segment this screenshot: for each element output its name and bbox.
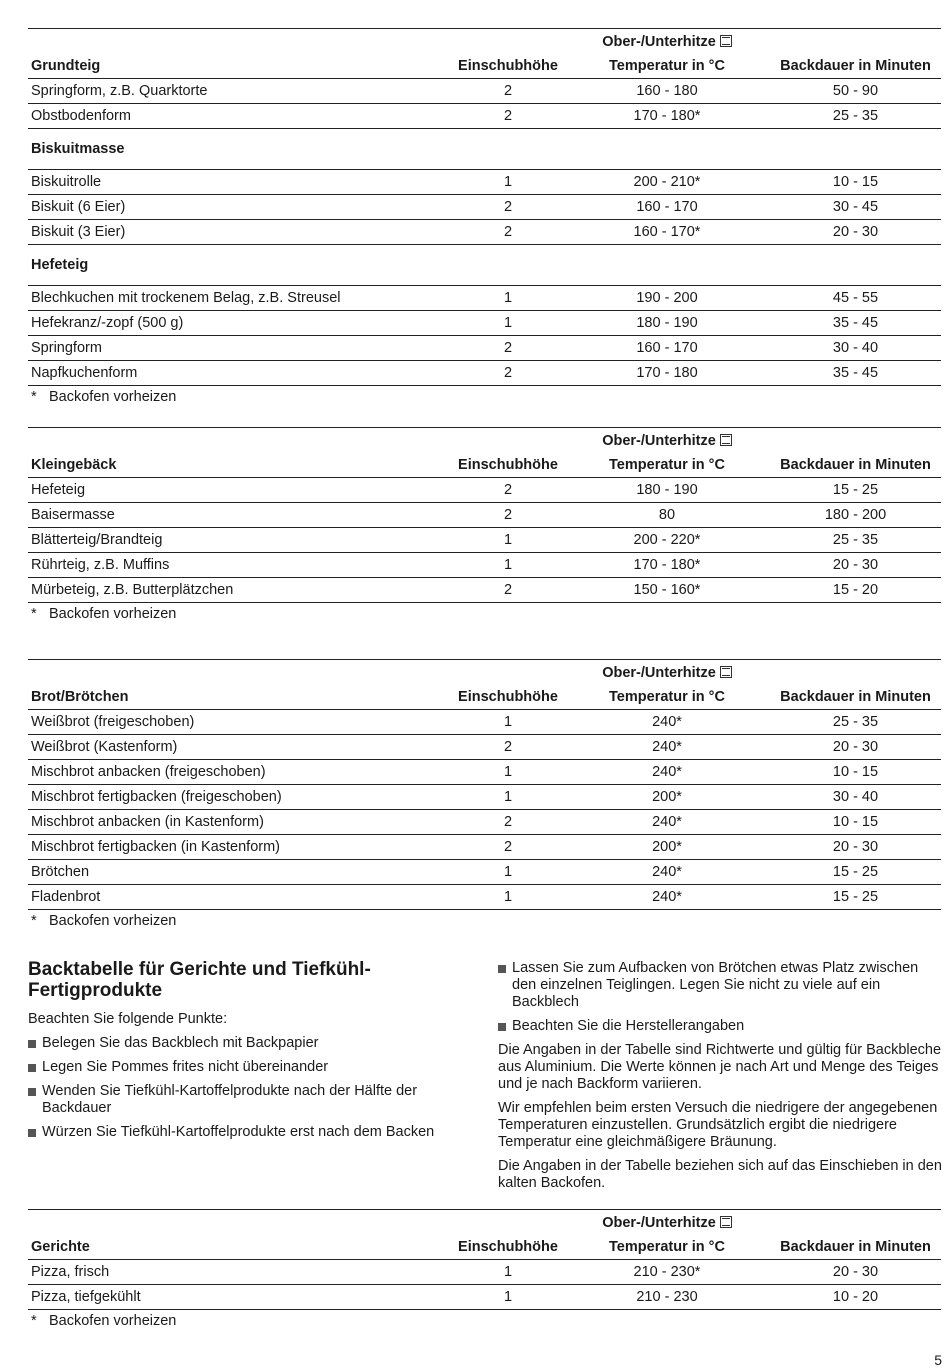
cell-item: Obstbodenform	[28, 104, 452, 129]
table-head-category: Kleingebäck	[28, 453, 452, 478]
cell-height: 2	[452, 195, 564, 220]
col-head-temp: Temperatur in °C	[564, 54, 770, 79]
footnote: * Backofen vorheizen	[31, 606, 177, 622]
table-row	[28, 478, 941, 503]
cell-temp: 240*	[564, 885, 770, 910]
cell-item: Napfkuchenform	[28, 361, 452, 386]
bullet-item	[28, 1124, 478, 1141]
bullet-item	[28, 1059, 478, 1076]
top-bottom-heat-icon	[720, 666, 732, 678]
cell-temp: 180 - 190	[564, 311, 770, 336]
cell-item: Blätterteig/Brandteig	[28, 528, 452, 553]
col-head-temp: Temperatur in °C	[564, 1235, 770, 1260]
footnote: * Backofen vorheizen	[31, 1313, 177, 1329]
cell-temp: 240*	[564, 735, 770, 760]
cell-item: Hefekranz/-zopf (500 g)	[28, 311, 452, 336]
cell-time: 10 - 15	[770, 170, 941, 195]
table-kleingebaeck	[28, 427, 941, 625]
table-row	[28, 336, 941, 361]
bullet-square-icon	[28, 1088, 36, 1096]
cell-item: Mürbeteig, z.B. Butterplätzchen	[28, 578, 452, 603]
cell-height: 1	[452, 760, 564, 785]
cell-time: 45 - 55	[770, 286, 941, 311]
cell-height: 2	[452, 361, 564, 386]
cell-item: Biskuitrolle	[28, 170, 452, 195]
table-row	[28, 220, 941, 245]
cell-time: 15 - 25	[770, 860, 941, 885]
top-bottom-heat-icon	[720, 35, 732, 47]
cell-time: 20 - 30	[770, 220, 941, 245]
cell-temp: 170 - 180*	[564, 553, 770, 578]
bullet-item	[498, 1018, 943, 1035]
cell-item: Baisermasse	[28, 503, 452, 528]
cell-time: 10 - 15	[770, 760, 941, 785]
section-left-column	[28, 1011, 478, 1148]
bullet-item	[498, 960, 943, 1011]
cell-time: 50 - 90	[770, 79, 941, 104]
cell-item: Weißbrot (Kastenform)	[28, 735, 452, 760]
col-head-temp: Temperatur in °C	[564, 453, 770, 478]
info-paragraph: Wir empfehlen beim ersten Versuch die niedrigere der angegebenen Temperaturen einzustellen. Grundsätzlich ergibt die niedrigere Temperatur eine gleichmäßigere Bräunung.	[498, 1100, 938, 1150]
cell-height: 1	[452, 170, 564, 195]
cell-height: 2	[452, 835, 564, 860]
cell-temp: 160 - 170*	[564, 220, 770, 245]
info-paragraph: Die Angaben in der Tabelle beziehen sich auf das Einschieben in den kalten Backofen.	[498, 1158, 942, 1191]
col-head-time: Backdauer in Minuten	[770, 54, 941, 79]
bullet-text: Lassen Sie zum Aufbacken von Brötchen etwas Platz zwischen den einzelnen Teiglingen. Legen Sie nicht zu viele auf ein Backblech	[512, 960, 919, 1010]
col-head-time: Backdauer in Minuten	[770, 453, 941, 478]
table-row	[28, 710, 941, 735]
cell-temp: 240*	[564, 710, 770, 735]
cell-time: 30 - 45	[770, 195, 941, 220]
oven-mode-label: Ober-/Unterhitze	[602, 1214, 716, 1231]
oven-mode-label: Ober-/Unterhitze	[602, 664, 716, 681]
cell-temp: 170 - 180*	[564, 104, 770, 129]
bullet-square-icon	[498, 965, 506, 973]
cell-time: 25 - 35	[770, 710, 941, 735]
table-brot	[28, 659, 941, 932]
bullet-text: Wenden Sie Tiefkühl-Kartoffelprodukte nach der Hälfte der Backdauer	[42, 1083, 418, 1116]
cell-time: 30 - 40	[770, 785, 941, 810]
cell-height: 2	[452, 503, 564, 528]
table-row	[28, 553, 941, 578]
bullet-list-left	[28, 1035, 478, 1141]
cell-height: 2	[452, 104, 564, 129]
table-row	[28, 79, 941, 104]
page-number: 5	[934, 1352, 942, 1368]
table-row	[28, 195, 941, 220]
cell-item: Biskuit (3 Eier)	[28, 220, 452, 245]
top-bottom-heat-icon	[720, 434, 732, 446]
bullet-square-icon	[28, 1129, 36, 1137]
cell-height: 2	[452, 578, 564, 603]
cell-height: 2	[452, 336, 564, 361]
table-head-category: Brot/Brötchen	[28, 685, 452, 710]
table-row	[28, 1260, 941, 1285]
table-row	[28, 311, 941, 336]
table-head-category: Grundteig	[28, 54, 452, 79]
bullet-square-icon	[498, 1023, 506, 1031]
cell-time: 25 - 35	[770, 104, 941, 129]
cell-temp: 210 - 230*	[564, 1260, 770, 1285]
cell-item: Weißbrot (freigeschoben)	[28, 710, 452, 735]
top-bottom-heat-icon	[720, 1216, 732, 1228]
bullet-item	[28, 1035, 478, 1052]
table-row	[28, 1285, 941, 1310]
col-head-temp: Temperatur in °C	[564, 685, 770, 710]
cell-temp: 210 - 230	[564, 1285, 770, 1310]
section-title: Backtabelle für Gerichte und Tiefkühl-Fertigprodukte	[28, 959, 371, 1001]
table-row	[28, 835, 941, 860]
cell-item: Mischbrot fertigbacken (freigeschoben)	[28, 785, 452, 810]
section-header: Hefeteig	[28, 245, 941, 286]
cell-height: 1	[452, 1260, 564, 1285]
cell-height: 1	[452, 1285, 564, 1310]
bullet-item	[28, 1083, 478, 1117]
cell-height: 1	[452, 311, 564, 336]
cell-time: 20 - 30	[770, 835, 941, 860]
col-head-height: Einschubhöhe	[452, 453, 564, 478]
info-paragraph: Die Angaben in der Tabelle sind Richtwerte und gültig für Backbleche aus Aluminium. Die Werte können je nach Art und Menge des Teiges und je nach Backform variieren.	[498, 1042, 942, 1092]
bullet-square-icon	[28, 1064, 36, 1072]
cell-time: 20 - 30	[770, 1260, 941, 1285]
bullet-square-icon	[28, 1040, 36, 1048]
cell-temp: 160 - 180	[564, 79, 770, 104]
cell-item: Pizza, tiefgekühlt	[28, 1285, 452, 1310]
cell-height: 1	[452, 710, 564, 735]
table-row	[28, 503, 941, 528]
cell-item: Blechkuchen mit trockenem Belag, z.B. Streusel	[28, 286, 452, 311]
table-row	[28, 578, 941, 603]
table-row	[28, 760, 941, 785]
cell-item: Brötchen	[28, 860, 452, 885]
cell-item: Mischbrot fertigbacken (in Kastenform)	[28, 835, 452, 860]
cell-time: 35 - 45	[770, 361, 941, 386]
cell-temp: 240*	[564, 760, 770, 785]
cell-time: 15 - 25	[770, 478, 941, 503]
cell-temp: 150 - 160*	[564, 578, 770, 603]
cell-temp: 240*	[564, 860, 770, 885]
cell-item: Mischbrot anbacken (in Kastenform)	[28, 810, 452, 835]
cell-height: 1	[452, 528, 564, 553]
cell-height: 1	[452, 785, 564, 810]
section-right-column	[498, 960, 943, 1192]
col-head-height: Einschubhöhe	[452, 1235, 564, 1260]
cell-height: 1	[452, 553, 564, 578]
cell-height: 1	[452, 860, 564, 885]
cell-time: 180 - 200	[770, 503, 941, 528]
cell-time: 30 - 40	[770, 336, 941, 361]
cell-temp: 200*	[564, 835, 770, 860]
cell-height: 2	[452, 220, 564, 245]
cell-temp: 200*	[564, 785, 770, 810]
footnote: * Backofen vorheizen	[31, 913, 177, 929]
cell-height: 2	[452, 478, 564, 503]
cell-time: 20 - 30	[770, 735, 941, 760]
col-head-time: Backdauer in Minuten	[770, 1235, 941, 1260]
table-row	[28, 170, 941, 195]
cell-item: Fladenbrot	[28, 885, 452, 910]
table-row	[28, 885, 941, 910]
table-row	[28, 860, 941, 885]
cell-time: 10 - 20	[770, 1285, 941, 1310]
cell-item: Mischbrot anbacken (freigeschoben)	[28, 760, 452, 785]
cell-height: 2	[452, 735, 564, 760]
cell-time: 10 - 15	[770, 810, 941, 835]
footnote: * Backofen vorheizen	[31, 389, 177, 405]
cell-temp: 170 - 180	[564, 361, 770, 386]
table-row	[28, 528, 941, 553]
bullet-list-right	[498, 960, 943, 1035]
cell-time: 35 - 45	[770, 311, 941, 336]
col-head-time: Backdauer in Minuten	[770, 685, 941, 710]
section-header: Biskuitmasse	[28, 129, 941, 170]
cell-height: 2	[452, 810, 564, 835]
table-row	[28, 785, 941, 810]
table-grundteig	[28, 28, 941, 408]
table-gerichte	[28, 1209, 941, 1332]
bullet-text: Belegen Sie das Backblech mit Backpapier	[42, 1035, 319, 1051]
cell-item: Biskuit (6 Eier)	[28, 195, 452, 220]
section-intro: Beachten Sie folgende Punkte:	[28, 1011, 228, 1027]
table-row	[28, 361, 941, 386]
table-row	[28, 104, 941, 129]
bullet-text: Beachten Sie die Herstellerangaben	[512, 1018, 745, 1034]
table-row	[28, 286, 941, 311]
cell-time: 15 - 25	[770, 885, 941, 910]
cell-temp: 190 - 200	[564, 286, 770, 311]
bullet-text: Legen Sie Pommes frites nicht übereinander	[42, 1059, 329, 1075]
table-row	[28, 810, 941, 835]
col-head-height: Einschubhöhe	[452, 685, 564, 710]
table-head-category: Gerichte	[28, 1235, 452, 1260]
oven-mode-label: Ober-/Unterhitze	[602, 432, 716, 449]
cell-temp: 240*	[564, 810, 770, 835]
cell-item: Pizza, frisch	[28, 1260, 452, 1285]
cell-time: 15 - 20	[770, 578, 941, 603]
cell-temp: 80	[564, 503, 770, 528]
table-row	[28, 735, 941, 760]
bullet-text: Würzen Sie Tiefkühl-Kartoffelprodukte erst nach dem Backen	[42, 1124, 435, 1140]
cell-height: 1	[452, 286, 564, 311]
cell-temp: 200 - 210*	[564, 170, 770, 195]
cell-temp: 160 - 170	[564, 336, 770, 361]
cell-temp: 180 - 190	[564, 478, 770, 503]
cell-item: Rührteig, z.B. Muffins	[28, 553, 452, 578]
cell-item: Springform	[28, 336, 452, 361]
cell-height: 1	[452, 885, 564, 910]
cell-item: Springform, z.B. Quarktorte	[28, 79, 452, 104]
oven-mode-label: Ober-/Unterhitze	[602, 33, 716, 50]
cell-temp: 200 - 220*	[564, 528, 770, 553]
cell-time: 20 - 30	[770, 553, 941, 578]
cell-temp: 160 - 170	[564, 195, 770, 220]
cell-height: 2	[452, 79, 564, 104]
cell-item: Hefeteig	[28, 478, 452, 503]
col-head-height: Einschubhöhe	[452, 54, 564, 79]
cell-time: 25 - 35	[770, 528, 941, 553]
